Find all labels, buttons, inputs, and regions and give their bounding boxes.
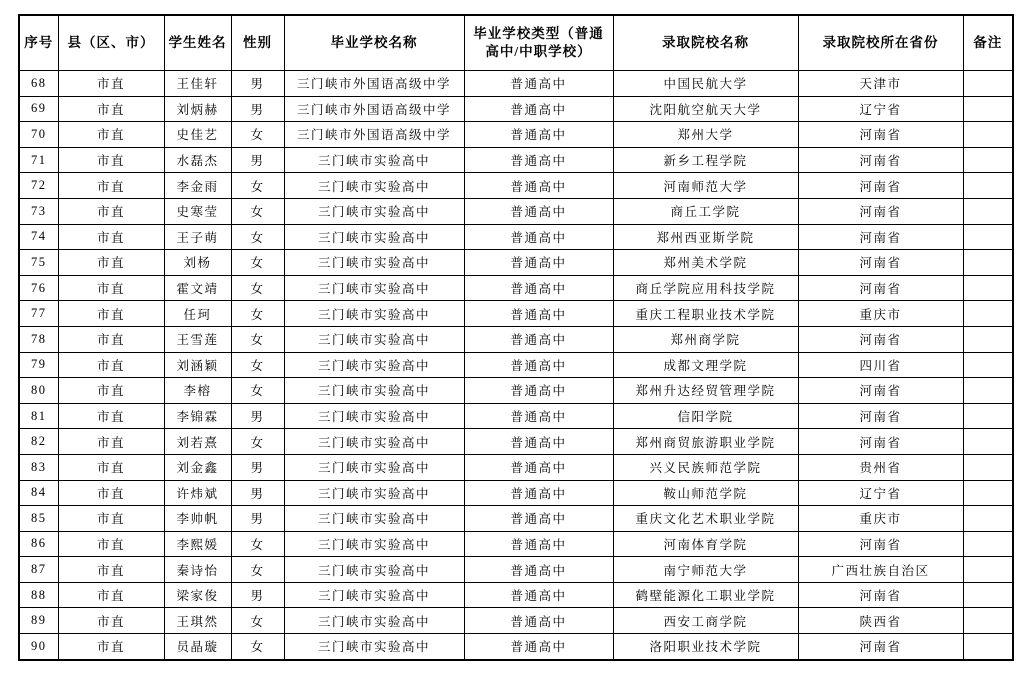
table-cell: 女 bbox=[231, 608, 284, 634]
table-cell: 市直 bbox=[58, 96, 164, 122]
table-cell: 女 bbox=[231, 352, 284, 378]
table-cell: 市直 bbox=[58, 147, 164, 173]
table-row bbox=[19, 378, 1013, 404]
table-cell: 河南省 bbox=[798, 531, 963, 557]
table-cell: 河南省 bbox=[798, 429, 963, 455]
table-cell bbox=[963, 96, 1013, 122]
table-cell: 河南省 bbox=[798, 147, 963, 173]
table-cell: 李榕 bbox=[164, 378, 231, 404]
table-row bbox=[19, 173, 1013, 199]
table-row bbox=[19, 557, 1013, 583]
table-cell: 三门峡市实验高中 bbox=[284, 557, 464, 583]
table-cell: 中国民航大学 bbox=[613, 71, 798, 97]
table-cell: 男 bbox=[231, 506, 284, 532]
table-cell: 70 bbox=[19, 122, 58, 148]
table-cell: 69 bbox=[19, 96, 58, 122]
table-cell: 商丘学院应用科技学院 bbox=[613, 275, 798, 301]
table-cell: 三门峡市实验高中 bbox=[284, 224, 464, 250]
table-cell: 女 bbox=[231, 173, 284, 199]
table-cell: 成都文理学院 bbox=[613, 352, 798, 378]
table-cell: 重庆市 bbox=[798, 506, 963, 532]
table-cell: 普通高中 bbox=[464, 250, 613, 276]
table-cell: 普通高中 bbox=[464, 173, 613, 199]
table-cell: 普通高中 bbox=[464, 429, 613, 455]
table-cell bbox=[963, 352, 1013, 378]
col-header-gender: 性别 bbox=[231, 15, 284, 71]
student-admission-table bbox=[18, 14, 1014, 661]
table-cell: 女 bbox=[231, 301, 284, 327]
table-cell: 广西壮族自治区 bbox=[798, 557, 963, 583]
table-cell: 普通高中 bbox=[464, 531, 613, 557]
table-cell: 三门峡市实验高中 bbox=[284, 608, 464, 634]
table-cell: 河南省 bbox=[798, 582, 963, 608]
table-cell: 三门峡市实验高中 bbox=[284, 506, 464, 532]
table-cell: 沈阳航空航天大学 bbox=[613, 96, 798, 122]
table-cell: 82 bbox=[19, 429, 58, 455]
table-cell: 女 bbox=[231, 634, 284, 660]
table-cell: 普通高中 bbox=[464, 506, 613, 532]
table-cell: 任珂 bbox=[164, 301, 231, 327]
table-cell: 78 bbox=[19, 326, 58, 352]
table-cell: 三门峡市实验高中 bbox=[284, 582, 464, 608]
table-cell: 83 bbox=[19, 454, 58, 480]
table-cell: 三门峡市实验高中 bbox=[284, 326, 464, 352]
table-cell: 市直 bbox=[58, 403, 164, 429]
table-cell: 市直 bbox=[58, 250, 164, 276]
table-cell bbox=[963, 531, 1013, 557]
table-cell: 李熙媛 bbox=[164, 531, 231, 557]
table-cell: 河南省 bbox=[798, 250, 963, 276]
table-cell: 陕西省 bbox=[798, 608, 963, 634]
table-cell: 三门峡市外国语高级中学 bbox=[284, 122, 464, 148]
table-cell: 85 bbox=[19, 506, 58, 532]
table-row bbox=[19, 634, 1013, 660]
table-cell: 河南省 bbox=[798, 403, 963, 429]
table-cell: 普通高中 bbox=[464, 378, 613, 404]
table-cell: 三门峡市实验高中 bbox=[284, 275, 464, 301]
table-cell: 普通高中 bbox=[464, 480, 613, 506]
table-cell: 市直 bbox=[58, 634, 164, 660]
table-cell: 男 bbox=[231, 403, 284, 429]
table-cell: 王雪莲 bbox=[164, 326, 231, 352]
col-header-index: 序号 bbox=[19, 15, 58, 71]
table-cell: 史佳艺 bbox=[164, 122, 231, 148]
table-row bbox=[19, 250, 1013, 276]
table-cell: 女 bbox=[231, 326, 284, 352]
table-cell bbox=[963, 480, 1013, 506]
table-cell: 三门峡市外国语高级中学 bbox=[284, 71, 464, 97]
table-body bbox=[19, 71, 1013, 660]
table-cell: 水磊杰 bbox=[164, 147, 231, 173]
table-cell: 普通高中 bbox=[464, 147, 613, 173]
table-cell: 信阳学院 bbox=[613, 403, 798, 429]
table-cell: 郑州升达经贸管理学院 bbox=[613, 378, 798, 404]
table-cell: 商丘工学院 bbox=[613, 198, 798, 224]
table-cell: 市直 bbox=[58, 173, 164, 199]
table-cell: 三门峡市实验高中 bbox=[284, 429, 464, 455]
table-cell: 普通高中 bbox=[464, 198, 613, 224]
table-cell bbox=[963, 582, 1013, 608]
table-cell: 普通高中 bbox=[464, 122, 613, 148]
table-cell: 王佳轩 bbox=[164, 71, 231, 97]
table-cell: 三门峡市实验高中 bbox=[284, 147, 464, 173]
table-row bbox=[19, 582, 1013, 608]
table-cell: 普通高中 bbox=[464, 71, 613, 97]
table-row bbox=[19, 454, 1013, 480]
table-cell: 刘涵颖 bbox=[164, 352, 231, 378]
table-cell: 许炜斌 bbox=[164, 480, 231, 506]
table-cell: 女 bbox=[231, 198, 284, 224]
col-header-county: 县（区、市） bbox=[58, 15, 164, 71]
table-cell: 重庆市 bbox=[798, 301, 963, 327]
table-cell bbox=[963, 378, 1013, 404]
table-cell: 男 bbox=[231, 480, 284, 506]
table-cell: 73 bbox=[19, 198, 58, 224]
table-cell: 74 bbox=[19, 224, 58, 250]
table-cell: 市直 bbox=[58, 429, 164, 455]
table-cell: 辽宁省 bbox=[798, 96, 963, 122]
table-row bbox=[19, 301, 1013, 327]
table-row bbox=[19, 96, 1013, 122]
table-cell: 河南省 bbox=[798, 275, 963, 301]
table-cell bbox=[963, 71, 1013, 97]
table-cell: 四川省 bbox=[798, 352, 963, 378]
table-cell: 三门峡市实验高中 bbox=[284, 198, 464, 224]
table-cell bbox=[963, 506, 1013, 532]
table-row bbox=[19, 403, 1013, 429]
table-cell: 男 bbox=[231, 454, 284, 480]
table-cell: 市直 bbox=[58, 608, 164, 634]
table-cell bbox=[963, 224, 1013, 250]
table-cell: 天津市 bbox=[798, 71, 963, 97]
table-row bbox=[19, 224, 1013, 250]
table-cell: 市直 bbox=[58, 506, 164, 532]
table-cell: 河南师范大学 bbox=[613, 173, 798, 199]
table-cell: 男 bbox=[231, 582, 284, 608]
table-cell: 市直 bbox=[58, 275, 164, 301]
table-cell: 市直 bbox=[58, 352, 164, 378]
table-cell: 洛阳职业技术学院 bbox=[613, 634, 798, 660]
table-cell: 三门峡市实验高中 bbox=[284, 250, 464, 276]
table-cell: 三门峡市实验高中 bbox=[284, 378, 464, 404]
table-cell: 89 bbox=[19, 608, 58, 634]
table-cell: 市直 bbox=[58, 557, 164, 583]
col-header-college-province: 录取院校所在省份 bbox=[798, 15, 963, 71]
table-cell: 秦诗怡 bbox=[164, 557, 231, 583]
table-cell bbox=[963, 198, 1013, 224]
table-cell: 男 bbox=[231, 71, 284, 97]
table-cell: 三门峡市实验高中 bbox=[284, 301, 464, 327]
table-cell: 普通高中 bbox=[464, 301, 613, 327]
table-cell: 女 bbox=[231, 275, 284, 301]
table-cell: 市直 bbox=[58, 122, 164, 148]
table-cell bbox=[963, 173, 1013, 199]
table-cell: 市直 bbox=[58, 378, 164, 404]
table-row bbox=[19, 275, 1013, 301]
table-cell: 72 bbox=[19, 173, 58, 199]
table-cell: 郑州大学 bbox=[613, 122, 798, 148]
table-cell: 普通高中 bbox=[464, 634, 613, 660]
table-cell: 女 bbox=[231, 557, 284, 583]
table-cell bbox=[963, 147, 1013, 173]
table-cell: 普通高中 bbox=[464, 608, 613, 634]
table-row bbox=[19, 352, 1013, 378]
table-cell: 西安工商学院 bbox=[613, 608, 798, 634]
table-cell: 辽宁省 bbox=[798, 480, 963, 506]
table-cell bbox=[963, 403, 1013, 429]
table-cell: 普通高中 bbox=[464, 224, 613, 250]
table-cell: 王子萌 bbox=[164, 224, 231, 250]
table-cell: 鹤壁能源化工职业学院 bbox=[613, 582, 798, 608]
table-row bbox=[19, 506, 1013, 532]
table-cell bbox=[963, 429, 1013, 455]
table-cell: 女 bbox=[231, 224, 284, 250]
table-cell: 重庆文化艺术职业学院 bbox=[613, 506, 798, 532]
table-cell: 王琪然 bbox=[164, 608, 231, 634]
table-cell: 三门峡市实验高中 bbox=[284, 634, 464, 660]
table-cell: 三门峡市实验高中 bbox=[284, 352, 464, 378]
table-row bbox=[19, 608, 1013, 634]
table-cell: 河南省 bbox=[798, 634, 963, 660]
table-cell: 河南省 bbox=[798, 378, 963, 404]
col-header-admission-college: 录取院校名称 bbox=[613, 15, 798, 71]
table-cell: 刘若熹 bbox=[164, 429, 231, 455]
table-cell: 79 bbox=[19, 352, 58, 378]
table-cell: 三门峡市实验高中 bbox=[284, 173, 464, 199]
col-header-remarks: 备注 bbox=[963, 15, 1013, 71]
table-cell: 霍文靖 bbox=[164, 275, 231, 301]
table-cell: 女 bbox=[231, 378, 284, 404]
col-header-student-name: 学生姓名 bbox=[164, 15, 231, 71]
table-cell: 兴义民族师范学院 bbox=[613, 454, 798, 480]
table-cell bbox=[963, 454, 1013, 480]
table-cell: 贵州省 bbox=[798, 454, 963, 480]
table-cell: 90 bbox=[19, 634, 58, 660]
table-cell bbox=[963, 301, 1013, 327]
table-row bbox=[19, 531, 1013, 557]
table-cell: 普通高中 bbox=[464, 557, 613, 583]
table-cell: 市直 bbox=[58, 582, 164, 608]
table-cell: 郑州美术学院 bbox=[613, 250, 798, 276]
table-cell: 李帅帆 bbox=[164, 506, 231, 532]
table-cell: 三门峡市外国语高级中学 bbox=[284, 96, 464, 122]
table-cell: 史寒莹 bbox=[164, 198, 231, 224]
table-cell: 80 bbox=[19, 378, 58, 404]
table-cell: 市直 bbox=[58, 454, 164, 480]
table-row bbox=[19, 480, 1013, 506]
table-cell: 68 bbox=[19, 71, 58, 97]
table-cell: 员晶璇 bbox=[164, 634, 231, 660]
table-cell: 86 bbox=[19, 531, 58, 557]
table-cell: 市直 bbox=[58, 301, 164, 327]
col-header-school-type: 毕业学校类型（普通高中/中职学校） bbox=[464, 15, 613, 71]
table-cell bbox=[963, 122, 1013, 148]
table-cell: 刘金鑫 bbox=[164, 454, 231, 480]
table-cell: 88 bbox=[19, 582, 58, 608]
table-cell: 河南体育学院 bbox=[613, 531, 798, 557]
table-cell bbox=[963, 250, 1013, 276]
table-cell: 男 bbox=[231, 147, 284, 173]
table-cell: 女 bbox=[231, 429, 284, 455]
table-cell: 市直 bbox=[58, 198, 164, 224]
table-cell: 81 bbox=[19, 403, 58, 429]
table-row bbox=[19, 147, 1013, 173]
table-cell: 市直 bbox=[58, 480, 164, 506]
table-cell: 普通高中 bbox=[464, 352, 613, 378]
table-cell: 男 bbox=[231, 96, 284, 122]
table-cell bbox=[963, 275, 1013, 301]
table-header-row bbox=[19, 15, 1013, 71]
table-cell: 市直 bbox=[58, 224, 164, 250]
table-cell: 76 bbox=[19, 275, 58, 301]
table-cell: 普通高中 bbox=[464, 454, 613, 480]
table-cell: 市直 bbox=[58, 71, 164, 97]
table-cell: 普通高中 bbox=[464, 403, 613, 429]
table-row bbox=[19, 326, 1013, 352]
table-cell: 河南省 bbox=[798, 173, 963, 199]
table-row bbox=[19, 71, 1013, 97]
table-cell: 鞍山师范学院 bbox=[613, 480, 798, 506]
table-cell: 新乡工程学院 bbox=[613, 147, 798, 173]
table-cell: 普通高中 bbox=[464, 96, 613, 122]
table-cell bbox=[963, 634, 1013, 660]
table-cell: 75 bbox=[19, 250, 58, 276]
table-cell: 郑州商学院 bbox=[613, 326, 798, 352]
table-cell: 河南省 bbox=[798, 326, 963, 352]
table-cell: 女 bbox=[231, 531, 284, 557]
table-cell: 三门峡市实验高中 bbox=[284, 531, 464, 557]
col-header-graduation-school: 毕业学校名称 bbox=[284, 15, 464, 71]
table-cell: 女 bbox=[231, 250, 284, 276]
table-cell: 郑州商贸旅游职业学院 bbox=[613, 429, 798, 455]
table-cell: 84 bbox=[19, 480, 58, 506]
table-cell: 河南省 bbox=[798, 224, 963, 250]
table-cell: 河南省 bbox=[798, 122, 963, 148]
table-cell: 重庆工程职业技术学院 bbox=[613, 301, 798, 327]
table-cell: 普通高中 bbox=[464, 326, 613, 352]
table-cell: 普通高中 bbox=[464, 582, 613, 608]
table-cell bbox=[963, 557, 1013, 583]
table-row bbox=[19, 429, 1013, 455]
table-cell: 河南省 bbox=[798, 198, 963, 224]
table-cell: 三门峡市实验高中 bbox=[284, 454, 464, 480]
table-cell: 女 bbox=[231, 122, 284, 148]
table-cell: 三门峡市实验高中 bbox=[284, 480, 464, 506]
table-cell bbox=[963, 608, 1013, 634]
table-cell: 郑州西亚斯学院 bbox=[613, 224, 798, 250]
table-cell: 李锦霖 bbox=[164, 403, 231, 429]
table-row bbox=[19, 122, 1013, 148]
table-cell: 87 bbox=[19, 557, 58, 583]
table-row bbox=[19, 198, 1013, 224]
table-cell: 李金雨 bbox=[164, 173, 231, 199]
table-cell: 普通高中 bbox=[464, 275, 613, 301]
table-cell: 刘杨 bbox=[164, 250, 231, 276]
table-cell: 南宁师范大学 bbox=[613, 557, 798, 583]
table-cell: 77 bbox=[19, 301, 58, 327]
table-cell: 市直 bbox=[58, 531, 164, 557]
table-cell: 市直 bbox=[58, 326, 164, 352]
table-cell: 刘炳赫 bbox=[164, 96, 231, 122]
table-cell: 71 bbox=[19, 147, 58, 173]
table-cell: 三门峡市实验高中 bbox=[284, 403, 464, 429]
table-cell bbox=[963, 326, 1013, 352]
table-cell: 梁家俊 bbox=[164, 582, 231, 608]
